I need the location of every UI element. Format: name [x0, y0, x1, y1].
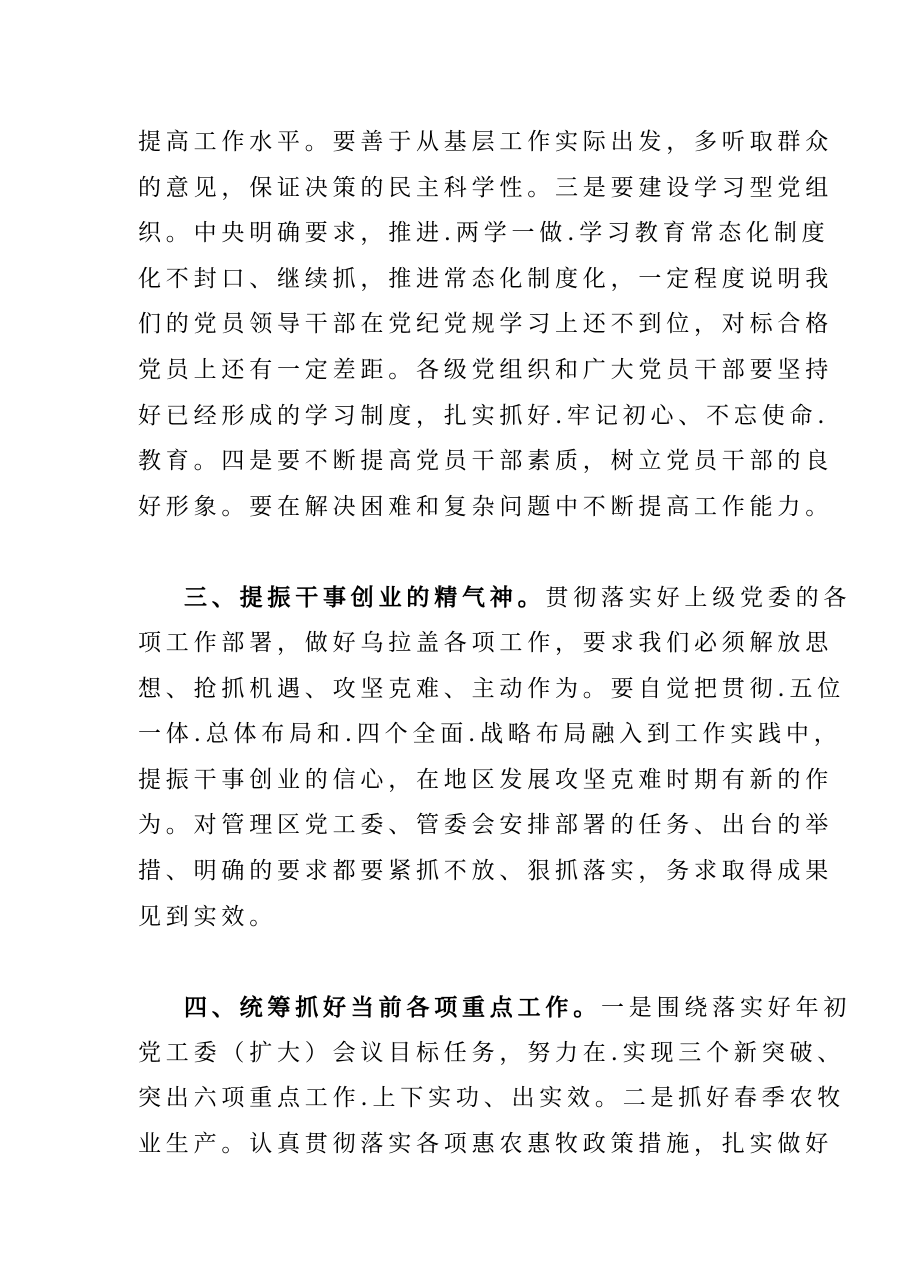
paragraph-line: 业生产。认真贯彻落实各项惠农惠牧政策措施，扎实做好 — [138, 1130, 833, 1157]
paragraph-line: 党工委（扩大）会议目标任务，努力在.实现三个新突破、 — [138, 1039, 846, 1066]
paragraph-line: 好已经形成的学习制度，扎实抓好.牢记初心、不忘使命. — [138, 402, 830, 429]
paragraph-line: 化不封口、继续抓，推进常态化制度化，一定程度说明我 — [138, 265, 833, 292]
paragraph-line: 见到实效。 — [138, 903, 277, 930]
paragraph-line: 一体.总体布局和.四个全面.战略布局融入到工作实践中， — [138, 721, 842, 748]
section-3 — [138, 575, 852, 940]
paragraph-line: 突出六项重点工作.上下实功、出实效。二是抓好春季农牧 — [138, 1085, 846, 1112]
paragraph-line: 措、明确的要求都要紧抓不放、狠抓落实，务求取得成果 — [138, 857, 833, 884]
paragraph-line: 们的党员领导干部在党纪党规学习上还不到位，对标合格 — [138, 311, 833, 338]
section-4-first-line — [138, 985, 852, 1031]
section-4 — [138, 985, 852, 1167]
paragraph-line: 项工作部署，做好乌拉盖各项工作，要求我们必须解放思 — [138, 629, 833, 656]
paragraph-line: 想、抢抓机遇、攻坚克难、主动作为。要自觉把贯彻.五位 — [138, 675, 846, 702]
paragraph-spacer — [138, 940, 778, 985]
paragraph-1 — [138, 120, 833, 530]
paragraph-line: 为。对管理区党工委、管委会安排部署的任务、出台的举 — [138, 812, 833, 839]
paragraph-line: 的意见，保证决策的民主科学性。三是要建设学习型党组 — [138, 174, 833, 201]
paragraph-line: 好形象。要在解决困难和复杂问题中不断提高工作能力。 — [138, 493, 833, 520]
section-3-heading: 三、提振干事创业的精气神。 — [184, 584, 546, 612]
document-page — [138, 120, 852, 1167]
paragraph-line: 党员上还有一定差距。各级党组织和广大党员干部要坚持 — [138, 356, 833, 383]
paragraph-line: 提高工作水平。要善于从基层工作实际出发，多听取群众 — [138, 129, 833, 155]
section-3-first-line — [138, 575, 852, 621]
section-4-heading: 四、统筹抓好当前各项重点工作。 — [184, 994, 601, 1022]
paragraph-spacer — [138, 530, 778, 575]
section-4-first-line-text: 一是围绕落实好年初 — [601, 995, 852, 1022]
paragraph-line: 织。中央明确要求，推进.两学一做.学习教育常态化制度 — [138, 220, 830, 247]
paragraph-line: 提振干事创业的信心，在地区发展攻坚克难时期有新的作 — [138, 766, 833, 793]
section-3-first-line-text: 贯彻落实好上级党委的各 — [545, 585, 852, 612]
paragraph-line: 教育。四是要不断提高党员干部素质，树立党员干部的良 — [138, 448, 833, 475]
